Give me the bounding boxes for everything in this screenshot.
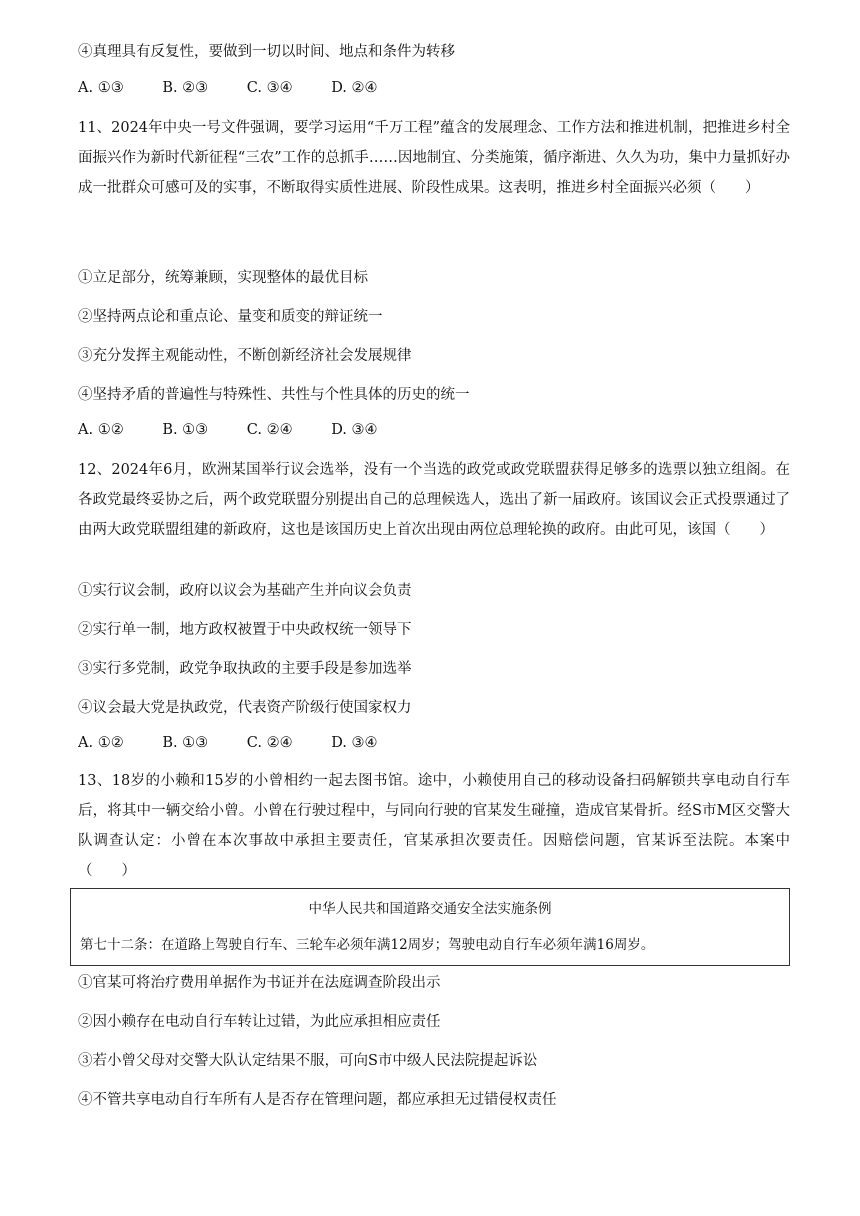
q11-item-4: ④坚持矛盾的普遍性与特殊性、共性与个性具体的历史的统一 — [78, 387, 470, 403]
q10-option-b: B. ②③ — [162, 80, 209, 96]
law-title: 中华人民共和国道路交通安全法实施条例 — [308, 901, 552, 917]
q12-option-b: B. ①③ — [162, 735, 209, 751]
q12-item-3: ③实行多党制，政党争取执政的主要手段是参加选举 — [78, 661, 412, 677]
q13-item-4: ④不管共享电动自行车所有人是否存在管理问题，都应承担无过错侵权责任 — [78, 1092, 557, 1108]
q12-stem: 12、2024年6月，欧洲某国举行议会选举，没有一个当选的政党或政党联盟获得足够多的选票以独立组阁。在各政党最终妥协之后，两个政党联盟分别提出自己的总理候选人，选出了新一届政府。该国议会正式投票通过了由两大政党联盟组建的新政府，这也是该国历史上首次出现由两位总理轮换的政府。由此可见，该国（ ） — [78, 462, 790, 538]
q11-item-1: ①立足部分，统筹兼顾，实现整体的最优目标 — [78, 270, 368, 286]
q13-stem: 13、18岁的小赖和15岁的小曾相约一起去图书馆。途中，小赖使用自己的移动设备扫码解锁共享电动自行车后，将其中一辆交给小曾。小曾在行驶过程中，与同向行驶的官某发生碰撞，造成官某骨折。经S市M区交警大队调查认定：小曾在本次事故中承担主要责任，官某承担次要责任。因赔偿问题，官某诉至法院。本案中（ ） — [78, 773, 790, 879]
q12-item-4: ④议会最大党是执政党，代表资产阶级行使国家权力 — [78, 700, 412, 716]
q11-option-b: B. ①③ — [162, 422, 209, 438]
law-article: 第七十二条：在道路上驾驶自行车、三轮车必须年满12周岁；驾驶电动自行车必须年满16周岁。 — [80, 937, 655, 953]
q13-item-3: ③若小曾父母对交警大队认定结果不服，可向S市中级人民法院提起诉讼 — [78, 1053, 538, 1069]
q10-item-4: ④真理具有反复性，要做到一切以时间、地点和条件为转移 — [78, 44, 455, 60]
q11-option-d: D. ③④ — [331, 422, 378, 438]
q11-option-a: A. ①② — [78, 422, 124, 438]
q11-option-c: C. ②④ — [246, 422, 293, 438]
q11-item-3: ③充分发挥主观能动性，不断创新经济社会发展规律 — [78, 348, 412, 364]
q12-item-2: ②实行单一制，地方政权被置于中央政权统一领导下 — [78, 622, 412, 638]
q13-item-1: ①官某可将治疗费用单据作为书证并在法庭调查阶段出示 — [78, 975, 441, 991]
q10-option-c: C. ③④ — [246, 80, 293, 96]
law-excerpt-box — [70, 888, 790, 966]
q12-item-1: ①实行议会制，政府以议会为基础产生并向议会负责 — [78, 583, 412, 599]
q11-options — [78, 422, 412, 438]
q12-option-d: D. ③④ — [331, 735, 378, 751]
q12-option-a: A. ①② — [78, 735, 124, 751]
q11-item-2: ②坚持两点论和重点论、量变和质变的辩证统一 — [78, 309, 383, 325]
q12-option-c: C. ②④ — [246, 735, 293, 751]
q12-options — [78, 735, 412, 751]
q10-option-a: A. ①③ — [78, 80, 124, 96]
q10-options — [78, 80, 412, 96]
q10-option-d: D. ②④ — [331, 80, 378, 96]
q11-stem: 11、2024年中央一号文件强调，要学习运用“千万工程”蕴含的发展理念、工作方法和推进机制，把推进乡村全面振兴作为新时代新征程“三农”工作的总抓手……因地制宜、分类施策，循序渐进、久久为功，集中力量抓好办成一批群众可感可及的实事，不断取得实质性进展、阶段性成果。这表明，推进乡村全面振兴必须（ ） — [78, 120, 790, 196]
q13-item-2: ②因小赖存在电动自行车转让过错，为此应承担相应责任 — [78, 1014, 441, 1030]
